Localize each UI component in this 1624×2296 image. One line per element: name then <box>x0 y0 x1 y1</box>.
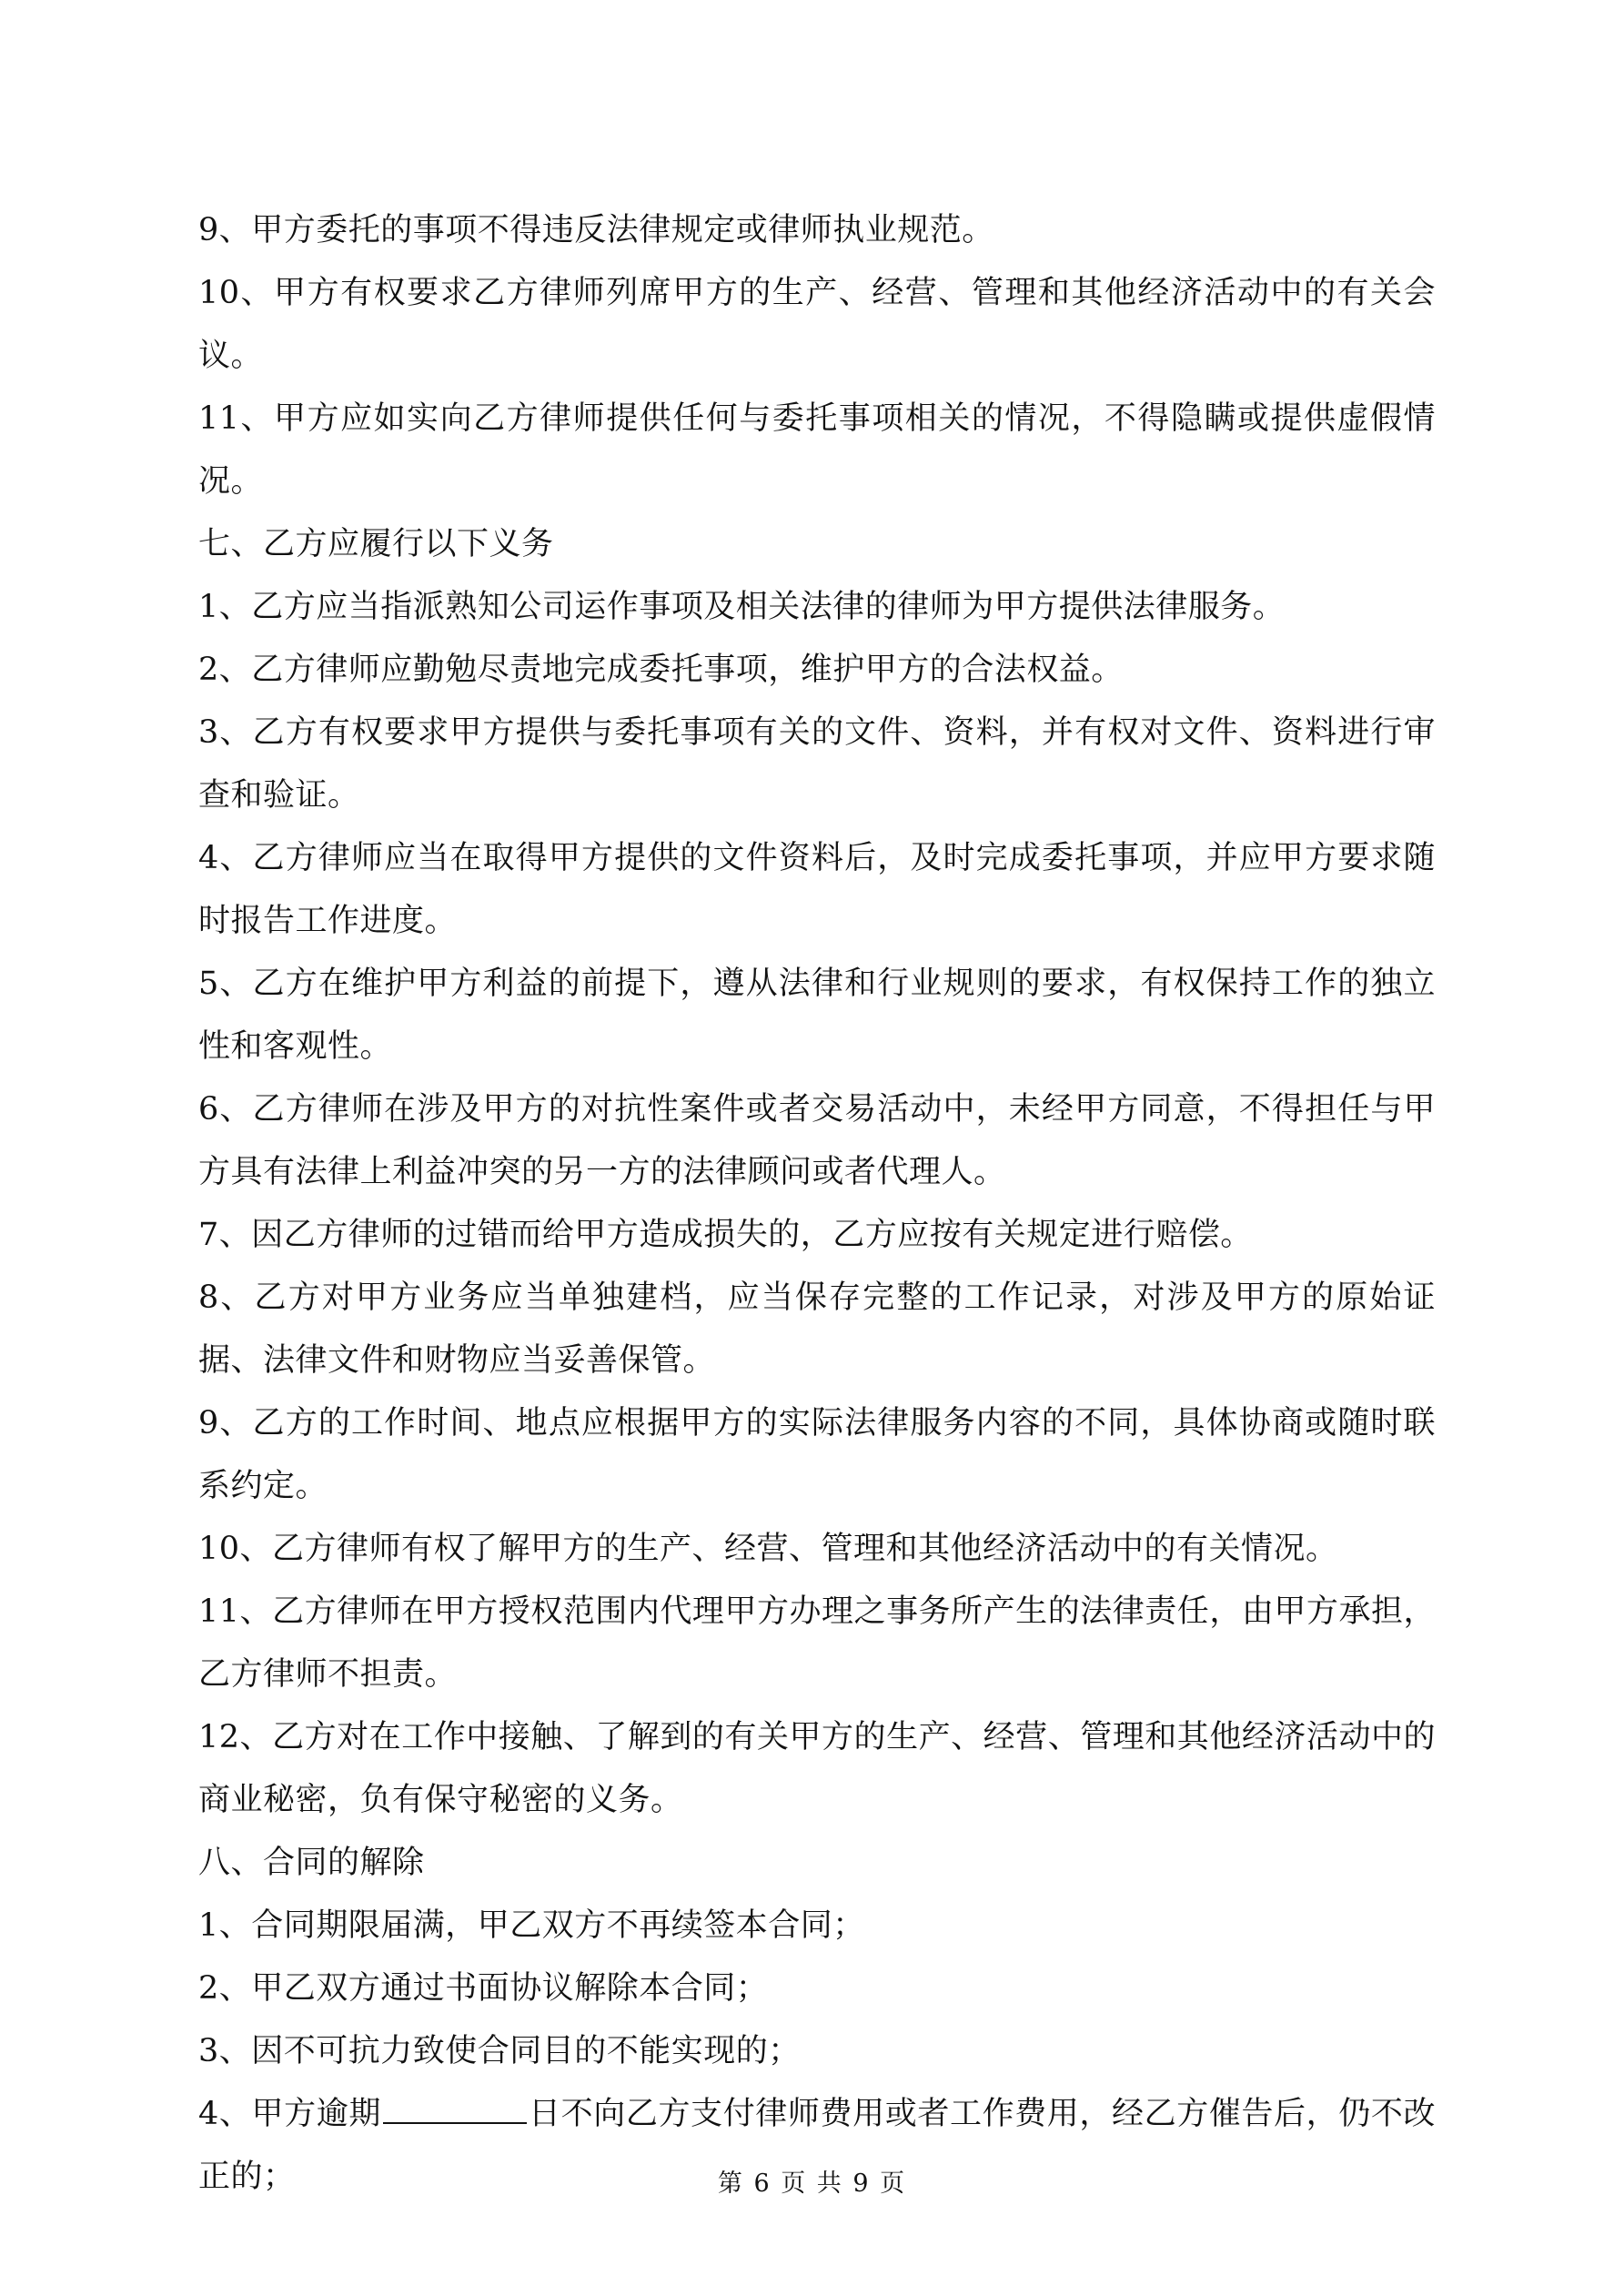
clause-paragraph: 11、甲方应如实向乙方律师提供任何与委托事项相关的情况，不得隐瞒或提供虚假情况。 <box>198 400 1436 500</box>
clause-paragraph: 9、甲方委托的事项不得违反法律规定或律师执业规范。 <box>198 212 994 248</box>
document-body <box>198 199 1436 2209</box>
clause-paragraph: 3、乙方有权要求甲方提供与委托事项有关的文件、资料，并有权对文件、资料进行审查和验证。 <box>198 714 1436 814</box>
clause-paragraph: 12、乙方对在工作中接触、了解到的有关甲方的生产、经营、管理和其他经济活动中的商业秘密，负有保守秘密的义务。 <box>198 1719 1436 1818</box>
clause-paragraph: 10、甲方有权要求乙方律师列席甲方的生产、经营、管理和其他经济活动中的有关会议。 <box>198 275 1436 374</box>
clause-paragraph: 8、乙方对甲方业务应当单独建档，应当保存完整的工作记录，对涉及甲方的原始证据、法律文件和财物应当妥善保管。 <box>198 1279 1436 1379</box>
section-heading: 八、合同的解除 <box>198 1845 425 1881</box>
clause-paragraph: 1、乙方应当指派熟知公司运作事项及相关法律的律师为甲方提供法律服务。 <box>198 589 1286 625</box>
clause-paragraph: 2、甲乙双方通过书面协议解除本合同； <box>198 1970 769 2007</box>
clause-paragraph: 2、乙方律师应勤勉尽责地完成委托事项，维护甲方的合法权益。 <box>198 652 1124 688</box>
fill-in-blank <box>383 2095 527 2124</box>
clause-paragraph: 5、乙方在维护甲方利益的前提下，遵从法律和行业规则的要求，有权保持工作的独立性和客观性。 <box>198 966 1436 1065</box>
clause-paragraph: 7、因乙方律师的过错而给甲方造成损失的，乙方应按有关规定进行赔偿。 <box>198 1217 1253 1253</box>
clause-paragraph: 10、乙方律师有权了解甲方的生产、经营、管理和其他经济活动中的有关情况。 <box>198 1531 1338 1567</box>
clause-paragraph: 6、乙方律师在涉及甲方的对抗性案件或者交易活动中，未经甲方同意，不得担任与甲方具有法律上利益冲突的另一方的法律顾问或者代理人。 <box>198 1091 1436 1190</box>
clause-text-after-blank: 日不向乙方支付律师费用或者工作费用，经乙方催告后，仍不改正的； <box>198 2096 1436 2195</box>
clause-paragraph: 4、乙方律师应当在取得甲方提供的文件资料后，及时完成委托事项，并应甲方要求随时报告工作进度。 <box>198 840 1436 939</box>
clause-paragraph: 1、合同期限届满，甲乙双方不再续签本合同； <box>198 1907 865 1944</box>
clause-paragraph: 9、乙方的工作时间、地点应根据甲方的实际法律服务内容的不同，具体协商或随时联系约定。 <box>198 1405 1436 1504</box>
page-footer: 第 6 页 共 9 页 <box>717 2170 907 2198</box>
clause-text-before-blank: 4、甲方逾期 <box>198 2096 381 2132</box>
section-heading: 七、乙方应履行以下义务 <box>198 526 554 562</box>
clause-paragraph: 11、乙方律师在甲方授权范围内代理甲方办理之事务所产生的法律责任，由甲方承担，乙方律师不担责。 <box>198 1593 1436 1693</box>
clause-paragraph: 3、因不可抗力致使合同目的不能实现的； <box>198 2033 801 2069</box>
